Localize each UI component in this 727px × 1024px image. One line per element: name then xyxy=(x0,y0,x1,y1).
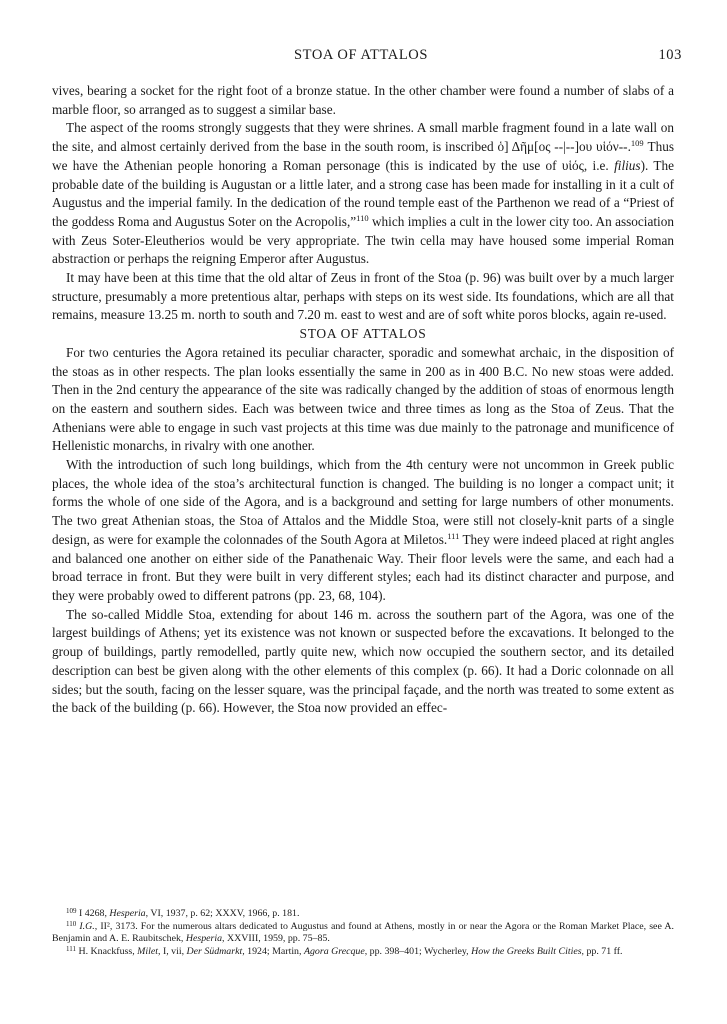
paragraph-text: Thus we have the Athenian people honoring a Roman personage (this is indicated by the use of xyxy=(52,139,674,173)
footnote-reference[interactable]: 110 xyxy=(356,212,369,223)
paragraph-middle-stoa xyxy=(52,606,674,718)
paragraph-altar xyxy=(52,269,674,325)
footnote-reference[interactable]: 111 xyxy=(447,530,460,541)
journal-title: Hesperia xyxy=(109,908,146,919)
book-title: Agora Grecque xyxy=(303,945,365,957)
book-title: Der Südmarkt xyxy=(186,945,243,957)
paragraph-text: They were indeed placed at right angles and balanced one another on either side of the Panathenaic Way. Their floor levels were the same, and each had a broad terrace in front. But they were built in very different styles; each had its distinct character and purpose, and they were probably owed to different patrons (pp. 23, 68, 104). xyxy=(52,531,675,603)
paragraph-text: , i.e. xyxy=(583,157,615,173)
running-header xyxy=(40,47,682,67)
footnote-text: , VI, 1937, p. 62; XXXV, 1966, p. 181. xyxy=(145,908,300,919)
footnote-mark: 110 xyxy=(66,919,77,928)
section-heading: STOA OF ATTALOS xyxy=(299,326,427,342)
footnote-mark: 109 xyxy=(66,907,77,915)
paragraph-agora xyxy=(52,344,674,456)
journal-title: I.G. xyxy=(79,920,95,932)
paragraph-text: With the introduction of such long buildings, which from the 4th century were not uncommon in Greek public places, the whole idea of the stoa’s architectural function is changed. The building is no longer a compact unit; it forms the whole of one side of the Agora, and is a background and setting for large numbers of other monuments. The two great Athenian stoas, the Stoa of Attalos and the Middle Stoa, were still not closely-knit parts of a single design, as were for example the colonnades of the South Agora at Miletos. xyxy=(52,457,674,547)
footnote-text: , I, vii, xyxy=(158,945,187,957)
paragraph-text: It may have been at this time that the old altar of Zeus in front of the Stoa (p. 96) was built over by a much larger structure, presumably a more pretentious altar, perhaps with steps on its west side. Its foundations, which are all that remains, measure 13.25 m. north to south and 7.20 m. east to west and are of soft white poros blocks, again re-used. xyxy=(52,270,674,323)
footnote-text: , pp. 398–401; Wycherley, xyxy=(364,945,472,957)
paragraph-text: The aspect of the rooms strongly suggests that they were shrines. A small marble fragment found in a late wall on the site, and almost certainly derived from the base in the south room, is inscribed ὁ] Δῆμ[ος --|--]ου υἱόν--. xyxy=(52,120,674,155)
footnote-text: , XXVIII, 1959, pp. 75–85. xyxy=(222,933,330,945)
footnote-109 xyxy=(52,908,674,921)
running-title: STOA OF ATTALOS xyxy=(293,47,429,63)
book-title: How the Greeks Built Cities xyxy=(471,945,582,957)
footnote-text: H. Knackfuss, xyxy=(75,945,138,957)
paragraph-text: For two centuries the Agora retained its peculiar character, sporadic and somewhat archaic, in the disposition of the stoas as in other respects. The plan looks essentially the same in 200 as in 400 B.C. No new stoas were added. Then in the 2nd century the appearance of the site was radically changed by the addition of stoas of enormous length on the eastern and southern sides. Each was between twice and three times as long as the Stoa of Zeus. That the Athenians were able to engage in such vast projects at this time was due mainly to the patronage and munificence of Hellenistic monarchs, in rivalry with one another. xyxy=(52,344,674,454)
latin-term: filius xyxy=(614,157,641,173)
paragraph-text: ). The probable date of the building is Augustan or a little later, and a strong case has been made for installing in it a cult of Augustus and the imperial family. In the dedication of the round temple east of the Parthenon we read of a “Priest of the goddess Roma and Augustus Soter on the Acropolis,” xyxy=(52,157,675,229)
footnote-111 xyxy=(52,946,674,959)
body-text xyxy=(52,82,674,718)
paragraph-text: The so-called Middle Stoa, extending for about 146 m. across the southern part of the Agora, was one of the largest buildings of Athens; yet its existence was not known or suspected before the excavations. It belonged to the group of buildings, partly remodelled, partly quite new, which now occupied the southern sector, and its detailed description can best be given along with the other elements of this complex (p. 66). It had a Doric colonnade on all sides; but the south, facing on the lesser square, was the principal façade, and the north was treated to some extent as the back of the building (p. 66). However, the Stoa now provided an effec- xyxy=(52,606,674,716)
footnote-mark: 111 xyxy=(66,944,76,953)
footnote-text: I 4268, xyxy=(76,908,110,919)
journal-title: Hesperia xyxy=(185,933,223,945)
paragraph-long-buildings xyxy=(52,456,674,606)
footnote-text: , II², 3173. For the numerous altars dedicated to Augustus and found at Athens, mostly in or near the Agora or the Roman Market Place, see A. Benjamin and A. E. Raubitschek, xyxy=(52,920,674,945)
paragraph-continuation xyxy=(52,82,674,119)
paragraph-text: which implies a cult in the lower city too. An association with Zeus Soter-Eleutherios would be very appropriate. The twin cella may have housed some imperial Roman abstraction or perhaps the reigning Emperor after Augustus. xyxy=(52,213,674,267)
footnote-110 xyxy=(52,921,674,946)
footnotes xyxy=(52,908,674,958)
greek-term: υἱός xyxy=(561,157,584,173)
page-number: 103 xyxy=(658,47,682,63)
footnote-text: , pp. 71 ff. xyxy=(581,945,623,957)
paragraph-text: vives, bearing a socket for the right foot of a bronze statue. In the other chamber were found a number of slabs of a marble floor, so arranged as to suggest a similar base. xyxy=(52,83,674,117)
book-title: Milet xyxy=(137,945,158,957)
footnote-reference[interactable]: 109 xyxy=(630,138,644,149)
footnote-text: , 1924; Martin, xyxy=(242,945,304,957)
paragraph-shrines xyxy=(52,119,674,269)
